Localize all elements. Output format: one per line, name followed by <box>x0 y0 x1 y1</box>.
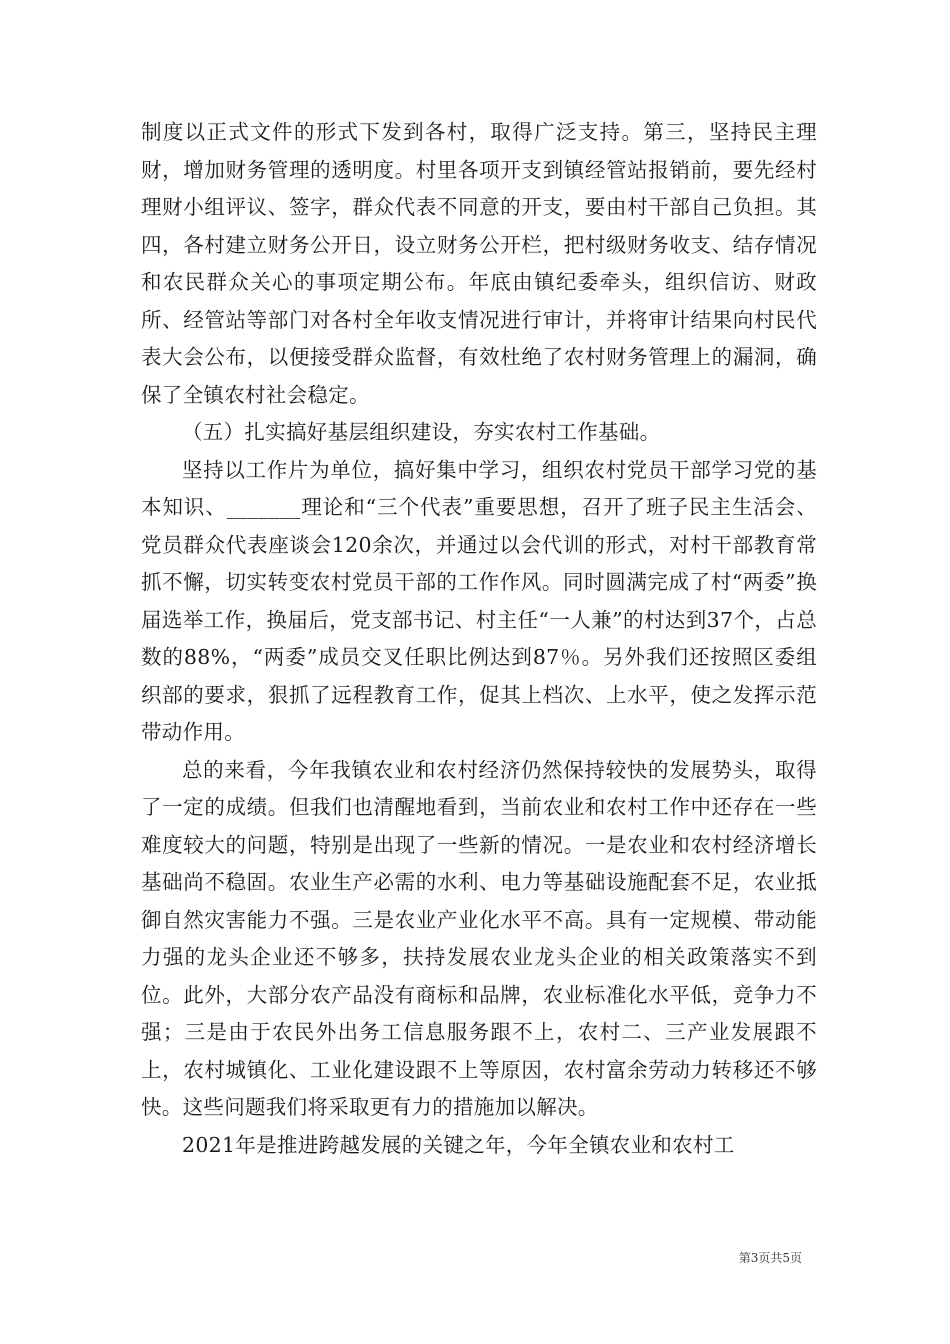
document-body <box>141 114 817 1164</box>
paragraph-organization-building: 坚持以工作片为单位，搞好集中学习，组织农村党员干部学习党的基本知识、_______理论和“三个代表”重要思想，召开了班子民主生活会、党员群众代表座谈会120余次，并通过以会代训的形式，对村干部教育常抓不懈，切实转变农村党员干部的工作作风。同时圆满完成了村“两委”换届选举工作，换届后，党支部书记、村主任“一人兼”的村达到37个，占总数的88%，“两委”成员交叉任职比例达到87％。另外我们还按照区委组织部的要求，狠抓了远程教育工作，促其上档次、上水平，使之发挥示范带动作用。 <box>141 457 817 744</box>
paragraph-next-year: 2021年是推进跨越发展的关键之年，今年全镇农业和农村工 <box>182 1132 735 1157</box>
paragraph-financial-management: 制度以正式文件的形式下发到各村，取得广泛支持。第三，坚持民主理财，增加财务管理的透明度。村里各项开支到镇经管站报销前，要先经村理财小组评议、签字，群众代表不同意的开支，要由村干部自己负担。其四，各村建立财务公开日，设立财务公开栏，把村级财务收支、结存情况和农民群众关心的事项定期公布。年底由镇纪委牵头，组织信访、财政所、经管站等部门对各村全年收支情况进行审计，并将审计结果向村民代表大会公布，以便接受群众监督，有效杜绝了农村财务管理上的漏洞，确保了全镇农村社会稳定。 <box>141 120 817 407</box>
page-number-footer: 第3页共5页 <box>738 1251 802 1265</box>
section-heading-five: （五）扎实搞好基层组织建设，夯实农村工作基础。 <box>182 420 661 444</box>
paragraph-summary-problems: 总的来看，今年我镇农业和农村经济仍然保持较快的发展势头，取得了一定的成绩。但我们也清醒地看到，当前农业和农村工作中还存在一些难度较大的问题，特别是出现了一些新的情况。一是农业和农村经济增长基础尚不稳固。农业生产必需的水利、电力等基础设施配套不足，农业抵御自然灾害能力不强。三是农业产业化水平不高。具有一定规模、带动能力强的龙头企业还不够多，扶持发展农业龙头企业的相关政策落实不到位。此外，大部分农产品没有商标和品牌，农业标准化水平低，竞争力不强；三是由于农民外出务工信息服务跟不上，农村二、三产业发展跟不上，农村城镇化、工业化建设跟不上等原因，农村富余劳动力转移还不够快。这些问题我们将采取更有力的措施加以解决。 <box>141 757 817 1119</box>
